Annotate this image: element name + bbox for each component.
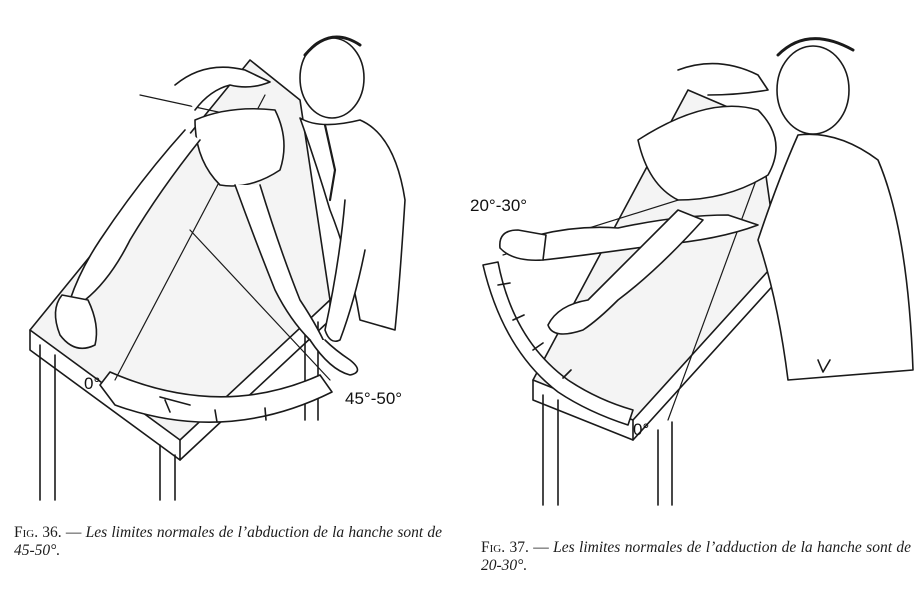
abduction-illustration [0,0,450,510]
figure-36 [0,0,450,589]
angle-end-label: 45°-50° [345,389,403,408]
angle-start-label: 0° [84,374,101,393]
figure-37 [458,0,916,589]
caption-text: Les limites normales de l’adduction de la hanche sont de 20-30°. [481,539,912,574]
caption-number: Fig. 37. — [481,539,549,556]
angle-end-label: 20°-30° [470,196,528,215]
caption-text: Les limites normales de l’abduction de la hanche sont de 45-50°. [14,524,443,559]
caption-number: Fig. 36. — [14,524,82,541]
adduction-illustration [458,0,916,520]
angle-start-label: 0° [633,420,650,439]
figure-caption [481,539,911,575]
figure-caption [14,524,442,560]
